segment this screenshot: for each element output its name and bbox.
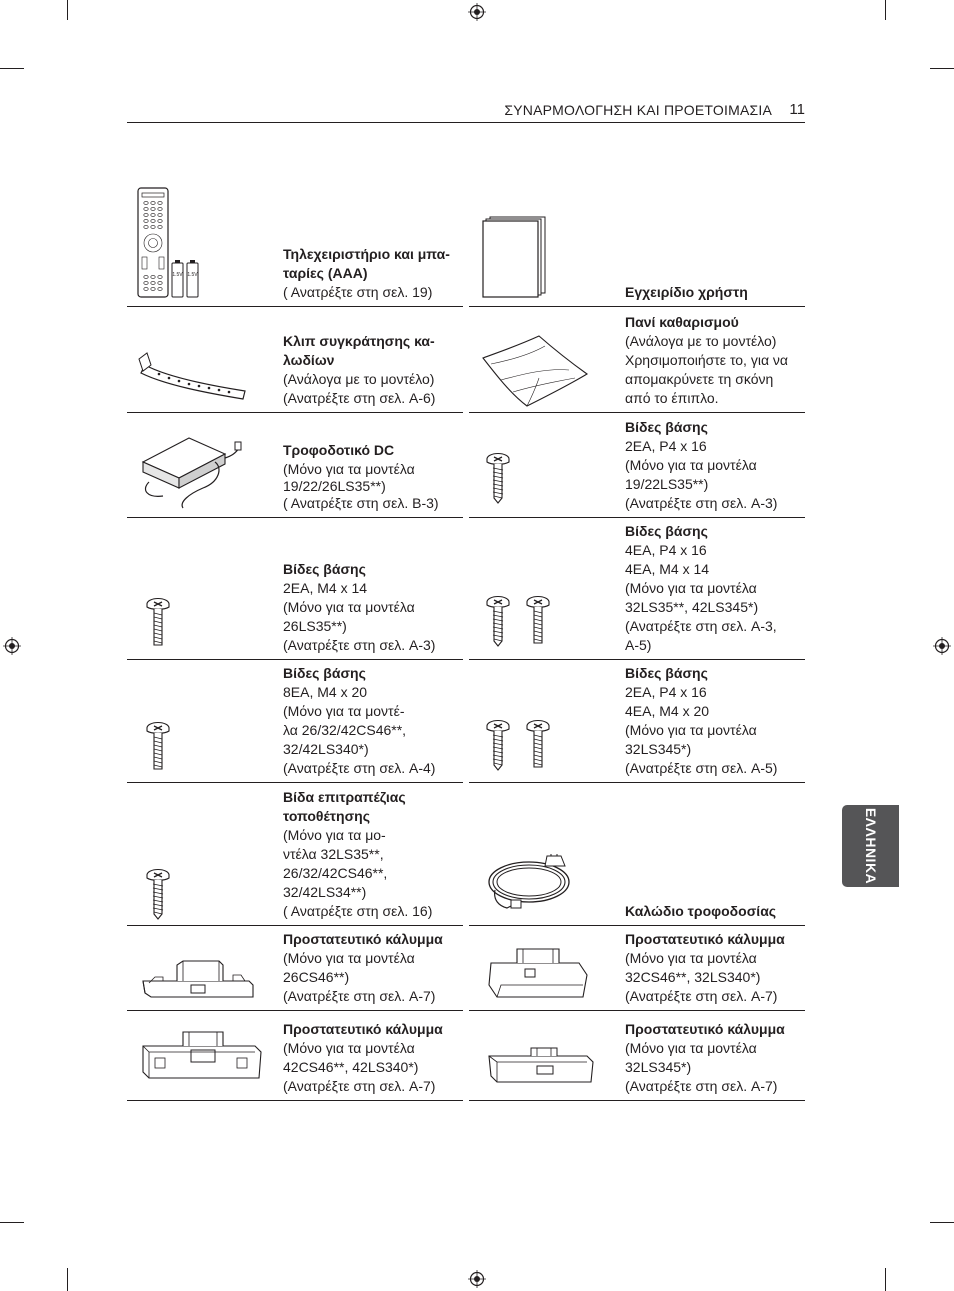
cleaning-cloth-icon (477, 334, 591, 408)
item-detail: 4EA, M4 x 20 (625, 703, 710, 719)
item-detail: 32CS46**, 32LS340*) (625, 969, 761, 985)
protective-cover-icon (487, 945, 591, 1001)
item-detail: (Μόνο για τα μοντέλα (283, 599, 415, 615)
item-detail: 26/32/42CS46**, (283, 865, 388, 881)
item-detail: (Μόνο για τα μοντέλα (625, 722, 757, 738)
item-detail: (Ανατρέξτε στη σελ. A-3) (625, 495, 778, 511)
item-name: Βίδες βάσης (283, 665, 366, 681)
item-stand-screws-32ls35 (469, 517, 805, 660)
item-detail: A-5) (625, 637, 652, 653)
item-detail: Χρησιμοποιήστε το, για να (625, 352, 789, 368)
item-detail: 32LS35**, 42LS345*) (625, 599, 759, 615)
item-detail: 2EA, P4 x 16 (625, 438, 707, 454)
item-detail: 19/22LS35**) (625, 476, 709, 492)
item-detail: ( Ανατρέξτε στη σελ. B-3) (283, 495, 439, 511)
item-detail: ( Ανατρέξτε στη σελ. 16) (283, 903, 433, 919)
registration-mark-icon (468, 3, 486, 21)
item-detail: (Ανάλογα με το μοντέλο) (625, 333, 777, 349)
page-number: 11 (789, 101, 805, 118)
item-name: Καλώδιο τροφοδοσίας (625, 903, 777, 919)
item-protective-cover-42cs46 (127, 1010, 463, 1101)
item-stand-screws-m4x14 (127, 517, 463, 660)
svg-text:1.5V: 1.5V (172, 272, 183, 278)
item-detail: από το έπιπλο. (625, 390, 719, 406)
item-detail: 8EA, M4 x 20 (283, 684, 368, 700)
item-detail: (Ανατρέξτε στη σελ. A-4) (283, 760, 436, 776)
item-stand-screws-32ls345 (469, 659, 805, 783)
item-name: Προστατευτικό κάλυμμα (625, 1021, 785, 1037)
item-stand-screws-p4-19 (469, 412, 805, 518)
item-dc-adapter (127, 412, 463, 518)
item-detail: (Ανατρέξτε στη σελ. A-7) (625, 988, 778, 1004)
item-protective-cover-32ls345 (469, 1010, 805, 1101)
item-detail: (Ανατρέξτε στη σελ. A-7) (283, 988, 436, 1004)
item-detail: (Ανατρέξτε στη σελ. A-6) (283, 390, 436, 406)
registration-mark-icon (3, 637, 21, 655)
language-tab-label: ΕΛΛΗΝΙΚΑ (862, 807, 879, 885)
crop-mark (885, 0, 886, 20)
screws-pair-icon (483, 595, 555, 647)
item-cleaning-cloth (469, 306, 805, 413)
item-detail: (Μόνο για τα μοντέλα (283, 950, 415, 966)
item-detail: 4EA, P4 x 16 (625, 542, 707, 558)
registration-mark-icon (933, 637, 951, 655)
screw-icon (483, 452, 513, 504)
section-title: ΣΥΝΑΡΜΟΛΟΓΗΣΗ ΚΑΙ ΠΡΟΕΤΟΙΜΑΣΙΑ (504, 102, 772, 118)
item-detail: ντέλα 32LS35**, (283, 846, 384, 862)
item-stand-screws-m4x20 (127, 659, 463, 783)
crop-mark (930, 1222, 954, 1223)
screw-icon (143, 721, 173, 773)
item-detail: 26CS46**) (283, 969, 350, 985)
item-detail: (Ανατρέξτε στη σελ. A-7) (625, 1078, 778, 1094)
crop-mark (67, 1268, 68, 1291)
crop-mark (930, 68, 954, 69)
item-detail: 42CS46**, 42LS340*) (283, 1059, 419, 1075)
item-detail: 32/42LS340*) (283, 741, 369, 757)
item-name: Βίδες βάσης (625, 665, 708, 681)
screw-icon (143, 868, 173, 920)
item-name: λωδίων (283, 352, 335, 368)
item-name: Τηλεχειριστήριο και μπα- (283, 246, 450, 262)
item-detail: απομακρύνετε τη σκόνη (625, 371, 774, 387)
item-protective-cover-32cs46 (469, 925, 805, 1011)
item-detail: 2EA, P4 x 16 (625, 684, 707, 700)
item-detail: 26LS35**) (283, 618, 347, 634)
item-desk-mount-screw (127, 782, 463, 926)
item-name: Εγχειρίδιο χρήστη (625, 284, 748, 300)
item-detail: 4EA, M4 x 14 (625, 561, 710, 577)
page-header (127, 100, 805, 123)
item-user-manual (469, 180, 805, 307)
item-detail: (Μόνο για τα μοντέλα (283, 461, 415, 477)
registration-mark-icon (468, 1270, 486, 1288)
dc-adapter-icon (139, 432, 243, 510)
item-name: Βίδα επιτραπέζιας (283, 789, 406, 805)
protective-cover-icon (487, 1046, 597, 1088)
item-detail: λα 26/32/42CS46**, (283, 722, 407, 738)
item-detail: (Μόνο για τα μοντέλα (625, 457, 757, 473)
language-tab (842, 805, 899, 887)
crop-mark (0, 1222, 24, 1223)
item-name: Βίδες βάσης (625, 419, 708, 435)
item-name: Κλιπ συγκράτησης κα- (283, 333, 435, 349)
item-protective-cover-26cs46 (127, 925, 463, 1011)
item-name: Τροφοδοτικό DC (283, 442, 395, 458)
item-detail: (Μόνο για τα μοντέλα (625, 950, 757, 966)
item-power-cord (469, 782, 805, 926)
item-detail: 32/42LS34**) (283, 884, 367, 900)
item-name: Βίδες βάσης (625, 523, 708, 539)
item-detail: (Ανάλογα με το μοντέλο) (283, 371, 435, 387)
item-name: Προστατευτικό κάλυμμα (283, 931, 443, 947)
item-detail: (Μόνο για τα μοντέλα (283, 1040, 415, 1056)
item-detail: (Μόνο για τα μοντέ- (283, 703, 405, 719)
screws-pair-icon (483, 719, 555, 771)
power-cord-icon (485, 854, 577, 912)
item-name: Βίδες βάσης (283, 561, 366, 577)
protective-cover-icon (141, 1028, 263, 1084)
item-name: τοποθέτησης (283, 808, 370, 824)
item-detail: (Μόνο για τα μο- (283, 827, 386, 843)
cable-clip-icon (137, 351, 249, 403)
svg-text:1.5V: 1.5V (187, 272, 198, 278)
item-detail: (Ανατρέξτε στη σελ. A-3) (283, 637, 436, 653)
item-detail: (Ανατρέξτε στη σελ. A-7) (283, 1078, 436, 1094)
item-detail: (Μόνο για τα μοντέλα (625, 580, 757, 596)
crop-mark (885, 1268, 886, 1291)
item-detail: (Ανατρέξτε στη σελ. A-3, (625, 618, 777, 634)
item-detail: 32LS345*) (625, 1059, 692, 1075)
item-cable-clip (127, 306, 463, 413)
item-detail: 2EA, M4 x 14 (283, 580, 368, 596)
item-name: Προστατευτικό κάλυμμα (625, 931, 785, 947)
item-detail: (Μόνο για τα μοντέλα (625, 1040, 757, 1056)
item-name: ταρίες (AAA) (283, 265, 368, 281)
item-detail: (Ανατρέξτε στη σελ. A-5) (625, 760, 778, 776)
item-remote-control (127, 180, 463, 307)
item-detail: 32LS345*) (625, 741, 692, 757)
protective-cover-icon (141, 955, 257, 1005)
screw-icon (143, 597, 173, 649)
crop-mark (67, 0, 68, 20)
crop-mark (0, 68, 24, 69)
item-name: Προστατευτικό κάλυμμα (283, 1021, 443, 1037)
item-detail: ( Ανατρέξτε στη σελ. 19) (283, 284, 433, 300)
remote-control-icon (137, 187, 203, 299)
item-detail: 19/22/26LS35**) (283, 478, 386, 494)
item-name: Πανί καθαρισμού (625, 314, 739, 330)
manual-book-icon (482, 216, 546, 298)
